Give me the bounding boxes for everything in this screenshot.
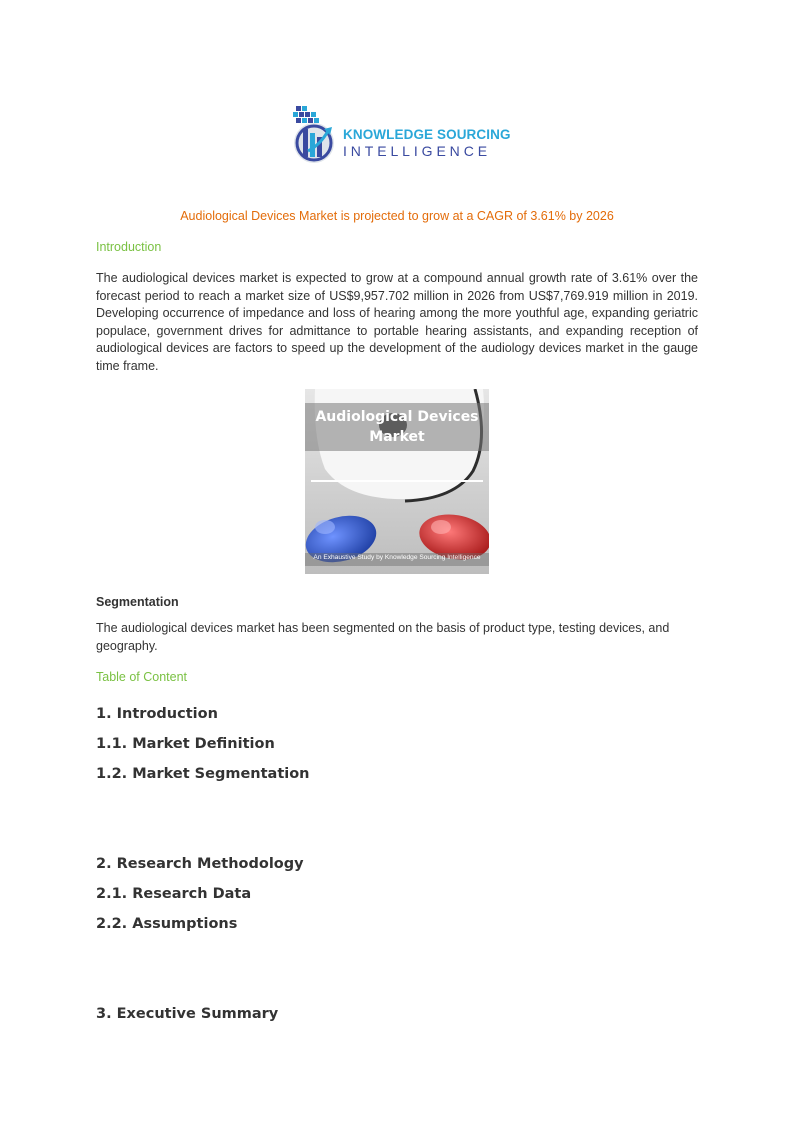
toc-item: 1. Introduction <box>96 706 218 722</box>
document-title: Audiological Devices Market is projected to grow at a CAGR of 3.61% by 2026 <box>180 209 614 223</box>
introduction-heading: Introduction <box>96 240 162 254</box>
toc-item: 1.2. Market Segmentation <box>96 766 310 782</box>
logo-mark-icon <box>290 103 342 167</box>
cover-title-line1: Audiological Devices <box>315 409 479 425</box>
report-cover-image <box>305 389 489 574</box>
logo-text-line2: INTELLIGENCE <box>343 143 491 159</box>
toc-heading: Table of Content <box>96 670 188 684</box>
segmentation-heading: Segmentation <box>96 595 179 609</box>
cover-title-line2: Market <box>369 429 425 445</box>
cover-caption: An Exhaustive Study by Knowledge Sourcing Intelligence <box>313 554 481 561</box>
toc-item: 2.1. Research Data <box>96 886 252 902</box>
cover-title <box>305 407 489 447</box>
toc-item: 3. Executive Summary <box>96 1006 279 1022</box>
toc-item: 1.1. Market Definition <box>96 736 275 752</box>
toc-item: 2.2. Assumptions <box>96 916 238 932</box>
logo-text-line1: KNOWLEDGE SOURCING <box>343 127 511 142</box>
introduction-paragraph: The audiological devices market is expected to grow at a compound annual growth rate of 3.61% over the forecast period to reach a market size of US$9,957.702 million in 2026 from US$7,769.919 million in 2019. Developing occurrence of impedance and loss of hearing among the more youthful age, expanding geriatric populace, government drives for admittance to portable hearing assistants, and expanding reception of audiological devices are factors to speed up the development of the audiology devices market in the gauge time frame. <box>96 271 698 373</box>
company-logo <box>290 103 510 167</box>
segmentation-paragraph: The audiological devices market has been segmented on the basis of product type, testing devices, and geography. <box>96 621 670 653</box>
toc-item: 2. Research Methodology <box>96 856 304 872</box>
